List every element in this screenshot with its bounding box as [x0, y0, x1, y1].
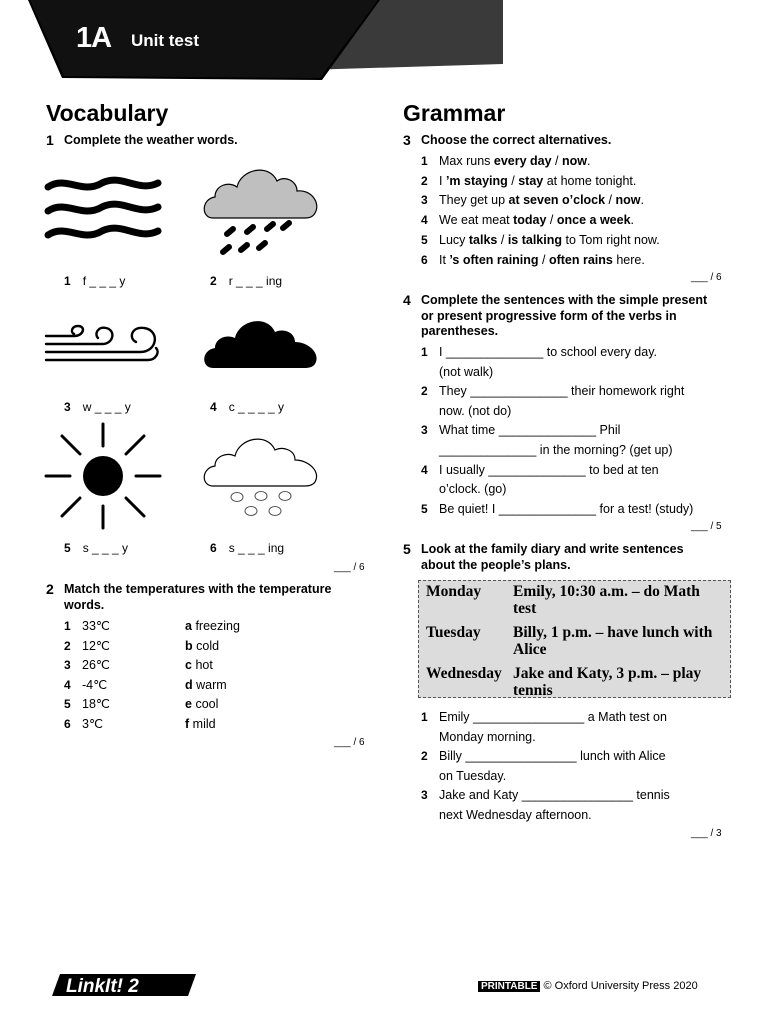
- temperature-value: 3℃: [82, 716, 103, 731]
- weather-word-5: 5 s _ _ _ y: [64, 541, 129, 555]
- item-number: 4: [421, 213, 428, 228]
- unit-id: 1A: [76, 22, 112, 54]
- option-word: freezing: [195, 619, 240, 633]
- item-number: 6: [421, 252, 428, 267]
- alternative-option-1: ’m staying: [445, 173, 508, 188]
- sentence-line: They ______________ their homework right: [439, 384, 685, 399]
- alternative-option-1: talks: [468, 232, 498, 247]
- sentence-after: at home tonight.: [543, 173, 637, 188]
- sentence-before: I: [439, 173, 446, 188]
- alternative-option-2: now: [562, 154, 587, 168]
- alternative-sentence: [439, 253, 645, 268]
- copyright-notice: PRINTABLE © Oxford University Press 2020: [478, 980, 698, 992]
- item-number: 5: [421, 501, 428, 516]
- option-word: warm: [196, 677, 227, 692]
- item-number: 3: [421, 788, 428, 803]
- item-number: 4: [421, 462, 428, 477]
- option-word: cold: [196, 638, 220, 653]
- vocabulary-title: Vocabulary: [46, 100, 169, 126]
- alternative-separator: /: [497, 232, 508, 247]
- temperature-word: [185, 717, 216, 732]
- alternative-separator: /: [538, 252, 549, 267]
- temperature-value: 33℃: [82, 619, 110, 633]
- diary-day: Tuesday: [426, 624, 481, 641]
- temperature-word: [185, 639, 219, 654]
- temperature-word: [185, 658, 213, 673]
- question-instruction: Look at the family diary and write sentences about the people’s plans.: [421, 542, 684, 572]
- question-instruction: Match the temperatures with the temperature words.: [64, 582, 332, 612]
- item-number: 1: [421, 345, 428, 359]
- sentence-line: now. (not do): [439, 403, 512, 418]
- wind-gust-icon: [44, 322, 162, 366]
- item-number: 3: [64, 658, 71, 672]
- option-word: hot: [195, 658, 213, 672]
- sentence-after: to Tom right now.: [562, 232, 660, 247]
- sentence-before: It: [439, 252, 450, 267]
- item-number: 5: [64, 697, 71, 711]
- sentence-line: on Tuesday.: [439, 768, 507, 783]
- temperature-word: [185, 619, 240, 634]
- question-number: 3: [403, 132, 411, 148]
- option-letter: a: [185, 619, 192, 633]
- sentence-line: What time ______________ Phil: [439, 423, 621, 438]
- option-letter: e: [185, 697, 192, 711]
- sentence-line: Be quiet! I ______________ for a test! (study): [439, 501, 694, 516]
- weather-word-1: 1 f _ _ _ y: [64, 274, 126, 288]
- sentence-line: Jake and Katy ________________ tennis: [439, 788, 670, 803]
- weather-word-4: 4 c _ _ _ _ y: [210, 400, 285, 414]
- sentence-line: next Wednesday afternoon.: [439, 808, 592, 822]
- diary-day: Wednesday: [426, 665, 502, 682]
- diary-plan: Jake and Katy, 3 p.m. – play tennis: [513, 665, 702, 699]
- weather-word-3: 3 w _ _ _ y: [64, 400, 131, 414]
- linkit-logo: [52, 972, 198, 998]
- score-q3: ___ / 6: [691, 272, 722, 283]
- alternative-option-2: now: [615, 193, 641, 208]
- diary-day: Monday: [426, 583, 482, 600]
- grammar-title: Grammar: [403, 100, 506, 126]
- sentence-line: Monday morning.: [439, 729, 536, 744]
- alternative-option-1: today: [513, 213, 547, 228]
- sentence-before: They get up: [439, 193, 509, 208]
- item-number: 2: [64, 638, 71, 653]
- sentence-line: Billy ________________ lunch with Alice: [439, 749, 666, 764]
- item-number: 1: [421, 154, 428, 168]
- option-letter: c: [185, 658, 192, 672]
- alternative-separator: /: [546, 213, 557, 228]
- item-number: 6: [64, 716, 71, 731]
- score-q5: ___ / 3: [691, 828, 722, 839]
- question-number: 2: [46, 581, 54, 597]
- snow-cloud-icon: [203, 434, 321, 520]
- sentence-after: here.: [612, 252, 645, 267]
- item-number: 3: [421, 423, 428, 438]
- alternative-separator: /: [507, 173, 519, 188]
- alternative-option-2: once a week: [556, 213, 631, 228]
- rain-cloud-icon: [203, 165, 321, 255]
- sentence-line: (not walk): [439, 364, 494, 379]
- alternative-sentence: [439, 233, 660, 248]
- item-number: 2: [421, 749, 428, 764]
- sentence-line: o’clock. (go): [439, 482, 507, 497]
- sentence-line: I usually ______________ to bed at ten: [439, 462, 659, 477]
- question-instruction: Choose the correct alternatives.: [421, 133, 612, 147]
- printable-badge: PRINTABLE: [478, 981, 540, 992]
- score-q2: ___ / 6: [334, 737, 365, 748]
- windy-wavy-lines-icon: [44, 175, 162, 243]
- score-q4: ___ / 5: [691, 521, 722, 532]
- temperature-value: 12℃: [82, 638, 110, 653]
- sun-icon: [44, 420, 162, 532]
- temperature-value: 26℃: [82, 658, 110, 672]
- item-number: 4: [64, 677, 71, 692]
- question-instruction: Complete the sentences with the simple present or present progressive form of the verbs in parentheses.: [421, 293, 708, 338]
- sentence-before: Max runs: [439, 154, 494, 168]
- sentence-after: .: [587, 154, 591, 168]
- alternative-separator: /: [551, 154, 562, 168]
- alternative-option-2: stay: [518, 173, 544, 188]
- temperature-word: [185, 678, 227, 693]
- unit-title: Unit test: [131, 31, 199, 50]
- alternative-separator: /: [605, 193, 616, 208]
- sentence-before: We eat meat: [439, 213, 514, 228]
- item-number: 1: [64, 619, 71, 633]
- weather-word-2: 2 r _ _ _ ing: [210, 274, 283, 288]
- alternative-sentence: [439, 193, 644, 208]
- item-number: 2: [421, 384, 428, 399]
- diary-plan: Emily, 10:30 a.m. – do Math test: [513, 583, 700, 617]
- alternative-sentence: [439, 213, 634, 228]
- sentence-after: .: [640, 193, 644, 208]
- alternative-option-2: often rains: [548, 252, 613, 267]
- alternative-option-1: ’s often raining: [449, 252, 539, 267]
- alternative-sentence: [439, 154, 590, 169]
- option-letter: b: [185, 638, 193, 653]
- alternative-option-2: is talking: [507, 232, 562, 247]
- question-instruction: Complete the weather words.: [64, 133, 238, 147]
- sentence-line: I ______________ to school every day.: [439, 345, 657, 359]
- black-cloud-icon: [203, 316, 321, 372]
- temperature-value: 18℃: [82, 697, 110, 711]
- item-number: 3: [421, 193, 428, 208]
- option-letter: f: [185, 716, 190, 731]
- item-number: 5: [421, 232, 428, 247]
- option-word: cool: [195, 697, 219, 711]
- sentence-line: Emily ________________ a Math test on: [439, 710, 667, 724]
- diary-plan: Billy, 1 p.m. – have lunch with Alice: [513, 624, 713, 658]
- temperature-word: [185, 697, 218, 712]
- alternative-option-1: every day: [493, 154, 552, 168]
- item-number: 1: [421, 710, 428, 724]
- question-number: 1: [46, 132, 54, 148]
- option-letter: d: [185, 677, 193, 692]
- svg-text:LinkIt! 2: LinkIt! 2: [66, 976, 139, 997]
- sentence-before: Lucy: [439, 232, 469, 247]
- family-diary-table: [418, 580, 731, 698]
- option-word: mild: [192, 716, 216, 731]
- alternative-option-1: at seven o’clock: [508, 193, 606, 208]
- score-q1: ___ / 6: [334, 562, 365, 573]
- weather-word-6: 6 s _ _ _ ing: [210, 541, 285, 555]
- sentence-after: .: [630, 213, 635, 228]
- temperature-value: -4℃: [82, 677, 108, 692]
- question-number: 4: [403, 292, 411, 308]
- alternative-sentence: [439, 174, 636, 189]
- sentence-line: ______________ in the morning? (get up): [439, 443, 673, 457]
- question-number: 5: [403, 541, 411, 557]
- item-number: 2: [421, 173, 428, 188]
